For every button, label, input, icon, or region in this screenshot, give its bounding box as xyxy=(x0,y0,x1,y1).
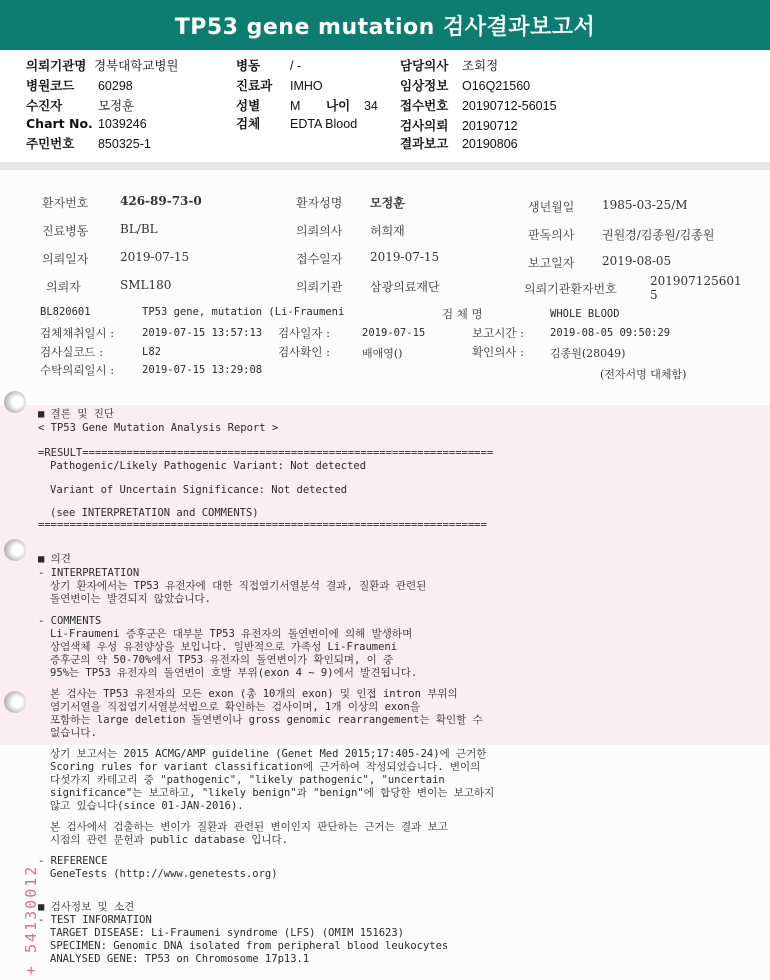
comment-line: 본 검사에서 검출하는 변이가 질환과 관련된 변이인지 판단하는 근거는 결과 보고 xyxy=(50,821,448,833)
form-value: SML180 xyxy=(120,278,172,292)
specimen-label: 검 체 명 xyxy=(442,307,483,321)
header-field-report-date: 결과보고 20190806 xyxy=(400,136,518,151)
header-field-physician: 담당의사 조회정 xyxy=(400,58,499,73)
header-field-specimen: 검체 EDTA Blood xyxy=(236,116,358,131)
test-info-line: ANALYSED GENE: TP53 on Chromosome 17p13.1 xyxy=(50,953,310,965)
test-code: BL820601 xyxy=(40,306,91,318)
comment-line: 증후군의 약 50-70%에서 TP53 유전자의 돌연변이가 확인되며, 이 중 xyxy=(50,654,394,666)
collect-label: 검체채취일시 : xyxy=(40,326,115,340)
form-value: 권원경/김종원/김종원 xyxy=(602,228,715,242)
specimen-value: WHOLE BLOOD xyxy=(550,308,620,320)
punch-hole xyxy=(4,391,26,413)
pathogenic-result: Pathogenic/Likely Pathogenic Variant: Not detected xyxy=(50,460,367,472)
test-date-label: 검사일자 : xyxy=(278,326,330,340)
form-label: 의뢰일자 xyxy=(42,252,89,266)
header-field-department: 진료과 IMHO xyxy=(236,78,323,93)
lab-code-label: 검사실코드 : xyxy=(40,345,104,359)
form-value: 1985-03-25/M xyxy=(602,198,688,212)
comment-line: 포함하는 large deletion 돌연변이나 gross genomic rearrangement는 확인할 수 xyxy=(50,714,483,726)
comment-line: 본 검사는 TP53 유전자의 모든 exon (총 10개의 exon) 및 인접 intron 부위의 xyxy=(50,688,458,700)
test-info-line: TARGET DISEASE: Li-Fraumeni syndrome (LFS) (OMIM 151623) xyxy=(50,927,405,939)
punch-hole xyxy=(4,539,26,561)
form-value: 2019-07-15 xyxy=(120,250,190,264)
lab-code-value: L82 xyxy=(142,346,161,358)
punch-hole xyxy=(4,691,26,713)
interp-line: 상기 환자에서는 TP53 유전자에 대한 직접염기서열분석 결과, 질환과 관련된 xyxy=(50,580,427,592)
comment-line: Scoring rules for variant classification에 근거하여 작성되었습니다. 변이의 xyxy=(50,761,481,773)
form-label: 판독의사 xyxy=(528,228,575,242)
header-field-patient: 수진자 모정훈 xyxy=(26,98,135,113)
header-field-sex: 성별 M xyxy=(236,98,301,113)
form-value: 삼광의료재단 xyxy=(370,280,440,294)
result-rule-bottom: ======================================================================= xyxy=(38,519,487,531)
header-field-chart-no: Chart No. 1039246 xyxy=(26,116,147,131)
test-info-line: SPECIMEN: Genomic DNA isolated from peripheral blood leukocytes xyxy=(50,940,449,952)
comment-line: 다섯가지 카테고리 중 "pathogenic", "likely pathogenic", "uncertain xyxy=(50,774,445,786)
header-field-clinical-info: 임상정보 O16Q21560 xyxy=(400,78,531,93)
form-value: 201907125601 xyxy=(650,274,742,288)
reference-line: GeneTests (http://www.genetests.org) xyxy=(50,868,278,880)
esign-note: (전자서명 대체함) xyxy=(600,368,687,381)
form-label: 의뢰기관환자번호 xyxy=(524,282,617,296)
reference-title: - REFERENCE xyxy=(38,855,108,867)
header-field-receipt-no: 접수번호 20190712-56015 xyxy=(400,98,557,113)
form-label: 의뢰의사 xyxy=(296,224,343,238)
report-header xyxy=(0,50,770,162)
confirm-value: 배애영() xyxy=(362,347,403,360)
form-label: 보고일자 xyxy=(528,256,575,270)
test-name: TP53 gene, mutation (Li-Fraumeni xyxy=(142,306,345,318)
comment-line: 상염색체 우성 유전양상을 보입니다. 일반적으로 가족성 Li-Fraumeni xyxy=(50,641,398,653)
form-label: 의뢰기관 xyxy=(296,280,343,294)
result-heading: < TP53 Gene Mutation Analysis Report > xyxy=(38,422,279,434)
form-value: 모정훈 xyxy=(370,196,405,210)
result-rule-top: =RESULT================================================================= xyxy=(38,447,494,459)
comment-line: 95%는 TP53 유전자의 돌연변이 호발 부위(exon 4 ~ 9)에서 발견됩니다. xyxy=(50,667,418,679)
confirm-doc-value: 김종원(28049) xyxy=(550,347,626,360)
report-time-value: 2019-08-05 09:50:29 xyxy=(550,327,671,339)
comment-line: 시점의 관련 문헌과 public database 입니다. xyxy=(50,834,289,846)
receipt-label: 수탁의뢰일시 : xyxy=(40,363,115,377)
form-label: 접수일자 xyxy=(296,252,343,266)
comment-line: 없습니다. xyxy=(50,727,97,739)
form-label: 생년월일 xyxy=(528,200,575,214)
comment-line: significance"는 보고하고, "likely benign"과 "benign"에 합당한 변이는 보고하지 xyxy=(50,787,495,799)
test-info-title: - TEST INFORMATION xyxy=(38,914,152,926)
header-field-hospital-code: 병원코드 60298 xyxy=(26,78,133,93)
form-label: 의뢰자 xyxy=(46,280,81,294)
form-value: BL/BL xyxy=(120,222,158,236)
form-value: 2019-07-15 xyxy=(370,250,440,264)
collect-value: 2019-07-15 13:57:13 xyxy=(142,327,263,339)
report-time-label: 보고시간 : xyxy=(472,326,524,340)
interp-title: - INTERPRETATION xyxy=(38,567,140,579)
form-value-cont: 5 xyxy=(650,288,658,302)
form-value: 2019-08-05 xyxy=(602,254,672,268)
test-date-value: 2019-07-15 xyxy=(362,327,426,339)
form-value: 허희재 xyxy=(370,224,405,238)
interp-line: 돌연변이는 발견되지 않았습니다. xyxy=(50,593,211,605)
header-field-request-date: 검사의뢰 20190712 xyxy=(400,118,518,133)
scanned-report xyxy=(0,170,770,980)
confirm-doc-label: 확인의사 : xyxy=(472,345,524,359)
section-result: ■ 결론 및 진단 xyxy=(38,408,115,420)
vus-result: Variant of Uncertain Significance: Not detected xyxy=(50,484,348,496)
header-divider xyxy=(0,162,770,170)
header-field-ward: 병동 / - xyxy=(236,58,302,73)
header-field-age: 나이 34 xyxy=(326,98,378,113)
header-field-resident-no: 주민번호 850325-1 xyxy=(26,136,151,151)
comment-line: 염기서열을 직접염기서열분석법으로 확인하는 검사이며, 1개 이상의 exon을 xyxy=(50,701,421,713)
barcode-stamp: + 54130012 xyxy=(22,864,40,975)
receipt-value: 2019-07-15 13:29:08 xyxy=(142,364,263,376)
form-value: 426-89-73-0 xyxy=(120,194,202,208)
form-label: 환자번호 xyxy=(42,196,89,210)
comment-line: 상기 보고서는 2015 ACMG/AMP guideline (Genet Med 2015;17:405-24)에 근거한 xyxy=(50,748,487,760)
see-note: (see INTERPRETATION and COMMENTS) xyxy=(50,507,259,519)
confirm-label: 검사확인 : xyxy=(278,345,330,359)
comment-line: 않고 있습니다(since 01-JAN-2016). xyxy=(50,800,244,812)
comments-title: - COMMENTS xyxy=(38,615,102,627)
report-title: TP53 gene mutation 검사결과보고서 xyxy=(0,0,770,50)
section-info: ■ 검사정보 및 소견 xyxy=(38,901,135,913)
form-label: 진료병동 xyxy=(42,224,89,238)
comment-line: Li-Fraumeni 증후군은 대부분 TP53 유전자의 돌연변이에 의해 발생하며 xyxy=(50,628,413,640)
section-opinion: ■ 의견 xyxy=(38,553,71,565)
form-label: 환자성명 xyxy=(296,196,343,210)
header-field-institution: 의뢰기관명 경북대학교병원 xyxy=(26,58,179,73)
